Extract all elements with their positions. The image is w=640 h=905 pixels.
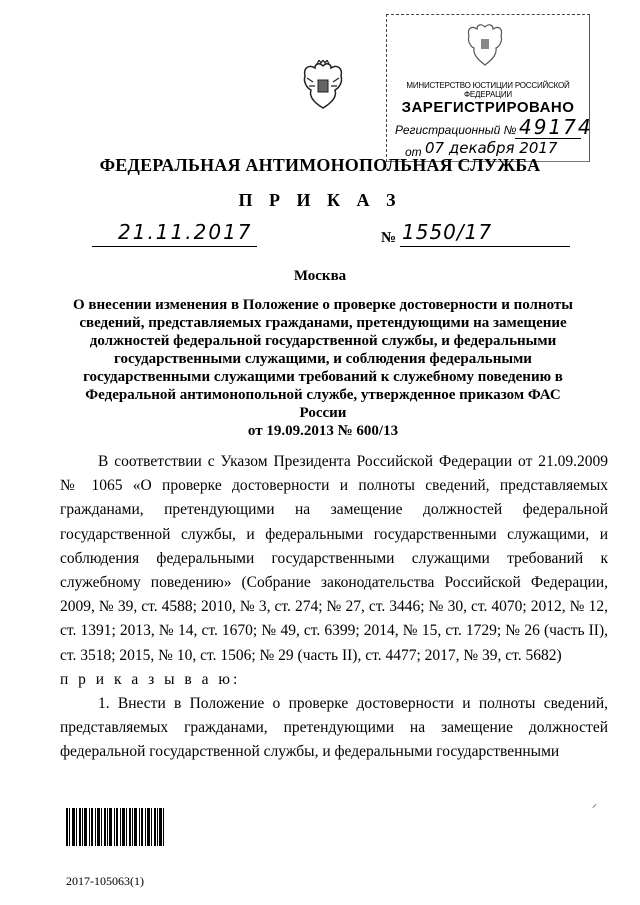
doc-type: П Р И К А З	[238, 190, 402, 210]
barcode-icon	[66, 808, 164, 846]
registration-stamp	[386, 14, 593, 162]
stray-mark: ⸝	[592, 799, 597, 810]
order-subject	[60, 296, 586, 440]
subject-line: Федеральной антимонопольной службе, утвержденное приказом ФАС России	[85, 387, 561, 421]
item-1-paragraph: 1. Внести в Положение о проверке достоверности и полноты сведений, представляемых гражданами, претендующими на замещение должностей федеральной государственной службы, и федеральными государственными	[60, 695, 608, 761]
coat-of-arms-icon	[301, 60, 345, 110]
subject-line: сведений, представляемых гражданами, претендующими на замещение	[79, 315, 567, 331]
number-sign: №	[381, 230, 397, 246]
stamp-reg-label: Регистрационный №	[395, 123, 517, 137]
city: Москва	[293, 268, 347, 284]
preamble-paragraph: В соответствии с Указом Президента Российской Федерации от 21.09.2009 № 1065 «О проверке достоверности и полноты сведений, представляемых гражданами, претендующими на замещение должностей федеральной государственной службы, и федеральными государственными служащими, и соблюдения федеральными государственными служащими требований к служебному поведению» (Собрание законодательства Российской Федерации, 2009, № 39, ст. 4588; 2010, № 3, ст. 274; № 27, ст. 3446; № 30, ст. 4070; 2012, № 12, ст. 1391; 2013, № 14, ст. 1670; № 49, ст. 6399; 2014, № 15, ст. 1729; № 26 (часть II), ст. 3518; 2015, № 10, ст. 1506; № 29 (часть II), ст. 4477; 2017, № 39, ст. 5682)	[60, 453, 608, 664]
order-verb: п р и к а з ы в а ю:	[60, 670, 241, 688]
stamp-registered: ЗАРЕГИСТРИРОВАНО	[401, 99, 575, 116]
stamp-date-prefix: от	[405, 145, 422, 159]
stamp-reg-number: 49174	[519, 115, 593, 139]
agency-title: ФЕДЕРАЛЬНАЯ АНТИМОНОПОЛЬНАЯ СЛУЖБА	[99, 155, 541, 175]
order-body	[60, 450, 608, 765]
subject-line: государственными служащими, и соблюдения федеральными	[114, 351, 532, 367]
order-date-field	[92, 220, 257, 247]
document-code: 2017-105063(1)	[66, 874, 144, 888]
subject-line: от 19.09.2013 № 600/13	[247, 423, 399, 439]
order-number: 1550/17	[402, 220, 493, 244]
subject-line: О внесении изменения в Положение о проверке достоверности и полноты	[73, 297, 573, 313]
stamp-date-handwritten: 07 декабря 2017	[425, 139, 558, 157]
order-number-field	[400, 220, 570, 247]
subject-line: должностей федеральной государственной службы, и федеральными	[89, 333, 557, 349]
stamp-emblem-icon	[465, 21, 505, 67]
subject-line: государственными служащими требований к служебному поведению в	[83, 369, 563, 385]
stamp-ministry: МИНИСТЕРСТВО ЮСТИЦИИ РОССИЙСКОЙ ФЕДЕРАЦИИ	[406, 81, 570, 99]
order-date: 21.11.2017	[118, 220, 253, 244]
